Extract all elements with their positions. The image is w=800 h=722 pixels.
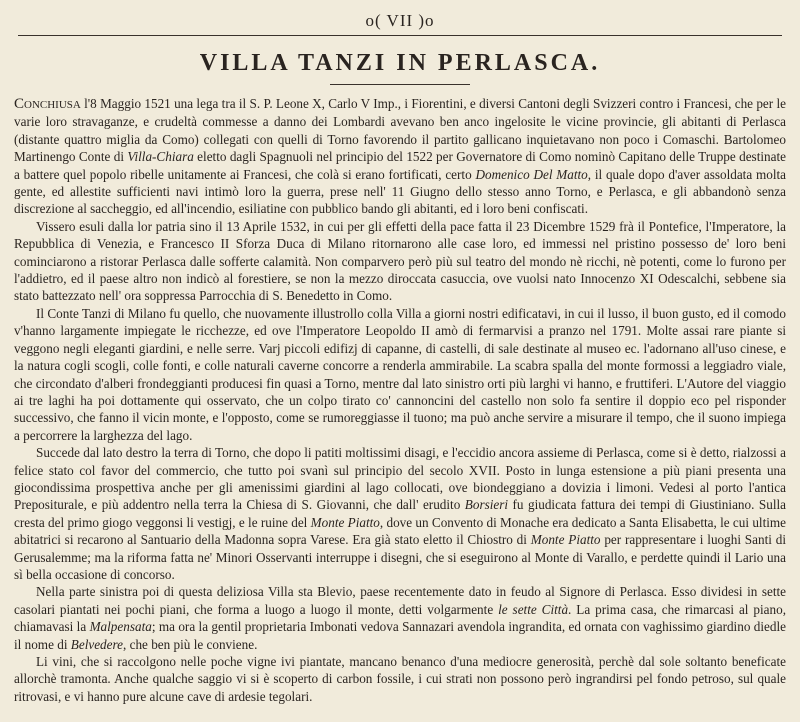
italic-name: Malpensata [89, 619, 152, 635]
header-rule [18, 35, 782, 36]
title-rule [330, 84, 470, 85]
text-run: , che ben più le conviene. [123, 636, 258, 652]
text-run: . La prima casa, che rimarcasi al piano, chiamavasi la [14, 601, 786, 635]
paragraph [14, 444, 786, 583]
paragraph [14, 653, 786, 705]
lead-word: Conchiusa [14, 96, 81, 112]
italic-name: Monte Piatto [530, 532, 601, 548]
text-run: Vissero esuli dalla lor patria sino il 13 Aprile 1532, in cui per gli effetti della pace fatta il 23 Dicembre 1529 frà il Pontefice, l'Imperatore, la Repubblica di Venezia, e Francesco II Sforza Duca di Milano ritornarono alle case loro, ed immessi nel pristino possesso de' loro beni cominciarono a ristorar Perlasca dalle sofferte calamità. Non comparvero però più sul teatro del mondo nè ricchi, nè potenti, come lo furono per l'addietro, ed il paese altro non indicò al forestiere, se non la mezzo diroccata casuccia, ove vuolsi nato Innocenzo XI Odescalchi, sebbene sia stato battezzato nell' ora soppressa Parrocchia di S. Benedetto in Como. [14, 218, 786, 304]
paragraph [14, 583, 786, 653]
paragraph [14, 95, 786, 218]
italic-name: Borsieri [464, 497, 509, 513]
text-run: l'8 Maggio 1521 una lega tra il S. P. Leone X, Carlo V Imp., i Fiorentini, e diversi Cantoni degli Svizzeri contro i Francesi, che per le varie loro stravaganze, e crudeltà commesse a danno dei Lombardi avevano ben anco ingelosite le vicine provincie, gli abitanti di Perlasca (distante quattro miglia da Como) collegati con quelli di Torno favorendo il partito gallicano inquietavano non poco i Comaschi. Bartolomeo Martinengo Conte di [14, 96, 786, 165]
italic-name: Villa-Chiara [127, 149, 194, 165]
text-run: Li vini, che si raccolgono nelle poche vigne ivi piantate, mancano benanco d'una mediocre generosità, perchè dal sole soltanto beneficate allorchè tramonta. Anche qualche saggio vi si è scoperto di carbon fossile, i cui strati non possono però ingrandirsi pel fondo petroso, sul quale ritrovasi, e vi hanno pure alcune cave di ardesie tegolari. [14, 654, 786, 704]
body-text [14, 95, 786, 705]
italic-name: le sette Città [498, 601, 569, 617]
italic-name: Belvedere [70, 636, 124, 652]
paragraph [14, 305, 786, 444]
text-run: , il quale dopo d'aver assoldata molta gente, ed allestite sufficienti navi intimò loro la guerra, prese nell' 11 Giugno dello stesso anno Torno, e Perlasca, e gli abbandonò senza discrezione al saccheggio, ed all'incendio, esiliatine con pubblico bando gli abitanti, ed i loro beni confiscati. [14, 166, 787, 217]
text-run: , dove un Convento di Monache era dedicato a Santa Elisabetta, le cui ultime abitatrici si recarono al Santuario della Madonna sopra Varese. Era già stato eletto il Chiostro di [14, 514, 787, 548]
page-number: o( VII )o [365, 11, 435, 30]
text-run: per rappresentare i luoghi Santi di Gerusalemme; ma la riforma fatta ne' Minori Osservanti interruppe i disegni, che si eseguirono al Monte di Varallo, e perdette quindi il Lario una sì bella occasione di concorso. [14, 532, 786, 582]
text-run: Il Conte Tanzi di Milano fu quello, che nuovamente illustrollo colla Villa a giorni nostri edificatavi, in cui il lusso, il buon gusto, ed il comodo v'hanno largamente impiegate le ricchezze, ed ove l'Imperatore Leopoldo II amò di fermarvisi a pranzo nel 1791. Molte assai rare piante si veggono negli eleganti giardini, e nelle serre. Varj piccoli edifizj di capanne, di castelli, di sale destinate al museo ec. l'adornano all'uso cinese, e la natura cogli scogli, colle fonti, e colle naturali caverne concorre a renderla ammirabile. La scabra spalla del monte formossi a leggiadro viale, che circondato d'alberi frondeggianti producesi fin quasi a Torno, mentre dal lato sinistro orti più larghi vi hanno, e fruttiferi. L'Autore del viaggio ai tre laghi ha poi dottamente qui osservato, che un colpo tirato co' cannoncini del castello non solo fa sentire il doppio eco pel risponder successivo, che fanno il vicin monte, e l'opposto, come se rumoreggiasse il tuono; ma può anche servire a misurare il tempo, che il suono impiega a percorrere la larghezza del lago. [14, 305, 786, 443]
book-page [0, 10, 800, 722]
text-run: ; ma ora la gentil proprietaria Imbonati vedova Sannazari avendola ingrandita, ed ornata con vaghissimo giardino diedle il nome di [14, 619, 786, 652]
italic-name: Monte Piatto [310, 514, 380, 530]
page-title: VILLA TANZI IN PERLASCA. [199, 50, 601, 76]
text-run: Succede dal lato destro la terra di Torno, che dopo li patiti moltissimi disagi, e l'eccidio ancora assieme di Perlasca, come si è detto, rialzossi a felice stato col favor del commercio, che tutto poi svanì sul principio del secolo XVII. Posto in lunga estensione a più piani presenta una giocondissima prospettiva anche per gli amenissimi giardini al lago collocati, ove biondeggiano a dovizia i limoni. Vedesi al porto l'antica Prepositurale, e più addentro nella terra la Chiesa di S. Giovanni, che dall' erudito [14, 445, 786, 513]
text-run: fu giudicata fattura dei tempi di Giustiniano. Sulla cresta del primo giogo veggonsi li vestigj, e le ruine del [14, 497, 786, 530]
italic-name: Domenico Del Matto [475, 166, 588, 182]
paragraph [14, 218, 786, 305]
text-run: Nella parte sinistra poi di questa deliziosa Villa sta Blevio, paese recentemente dato in feudo al Signore di Perlasca. Esso dividesi in sette casolari piantati nei pochi piani, che forma a luogo a luogo il monte, detti volgarmente [14, 584, 786, 617]
text-run: eletto dagli Spagnuoli nel principio del 1522 per Governatore di Como nominò Capitano delle Truppe destinate a battere quel popolo ribelle unitamente ai Francesi, che colà si erano fortificati, certo [14, 149, 786, 182]
